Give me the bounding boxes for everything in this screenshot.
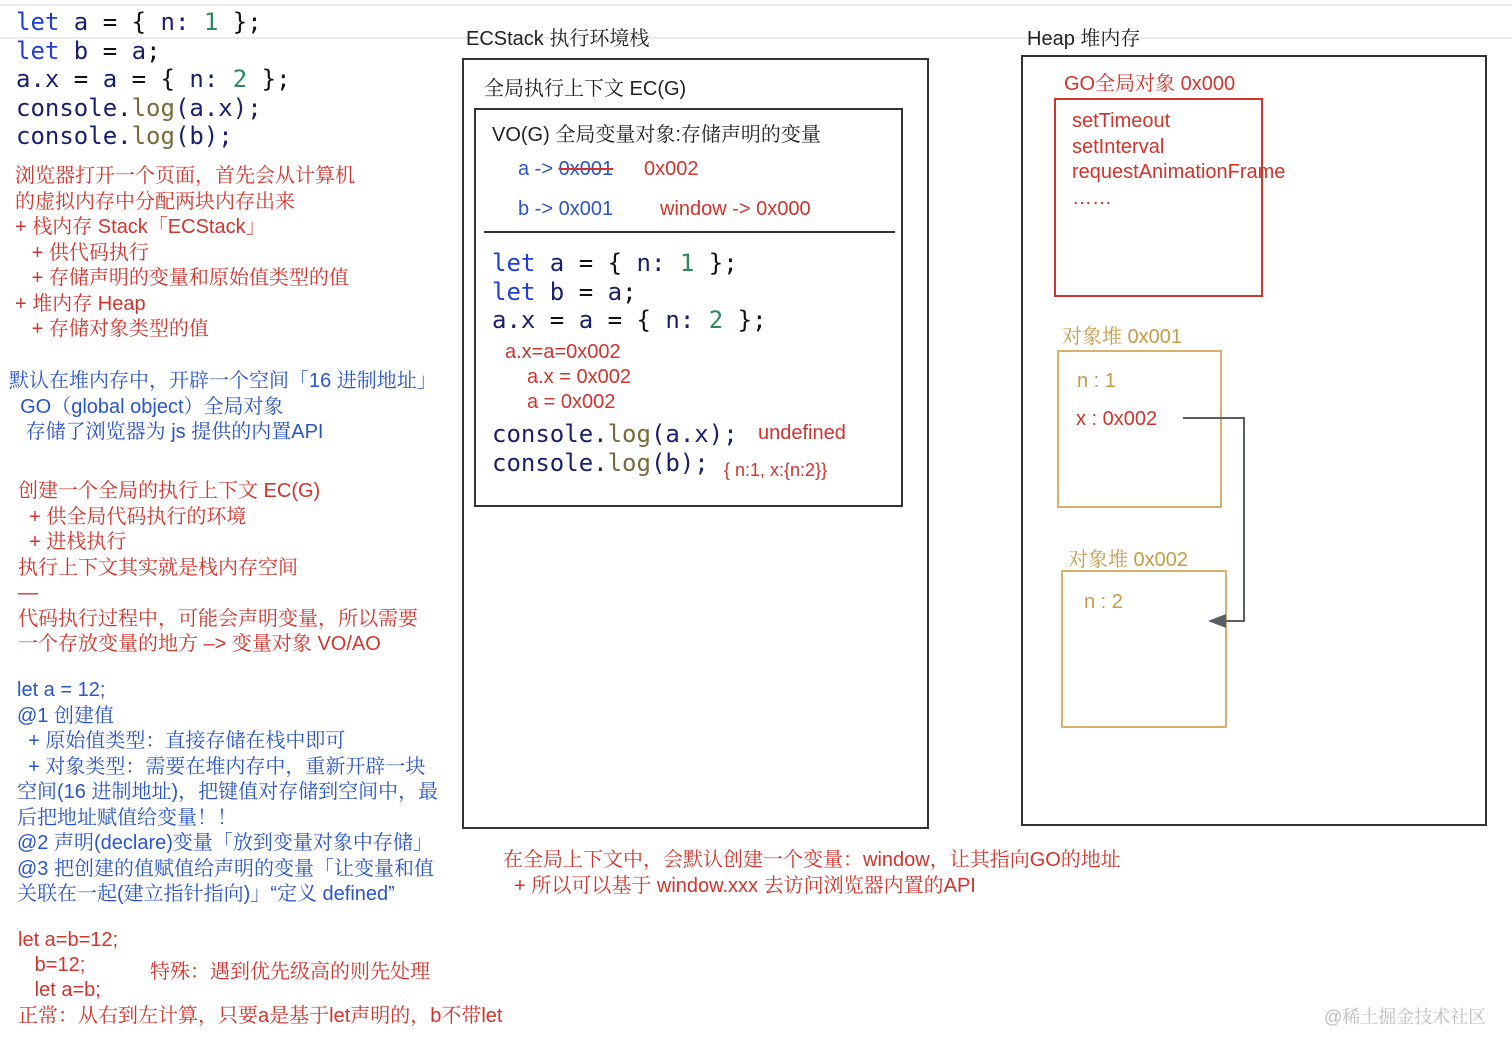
- note-line: + 所以可以基于 window.xxx 去访问浏览器内置的API: [503, 874, 976, 897]
- note-line: 执行上下文其实就是栈内存空间: [18, 556, 298, 579]
- ecstack-title: ECStack 执行环境栈: [466, 28, 650, 50]
- obj1-n: n : 1: [1077, 370, 1116, 392]
- code-top-line: [16, 65, 291, 94]
- go-intro-note: [9, 369, 437, 446]
- note-line: + 对象类型：需要在堆内存中，重新开辟一块: [17, 755, 426, 778]
- memory-intro-note: [15, 164, 355, 343]
- code-token: 1: [679, 249, 695, 277]
- note-line: @3 把创建的值赋值给声明的变量「让变量和值: [17, 857, 434, 880]
- vo-a-label: a ->: [518, 158, 559, 180]
- note-line: + 存储对象类型的值: [15, 318, 209, 340]
- note-line: + 堆内存 Heap: [15, 292, 146, 315]
- ec-code-line: [492, 249, 767, 278]
- code-token: };: [218, 8, 262, 36]
- ec-log-line: [492, 420, 738, 449]
- code-token: 1: [203, 8, 219, 36]
- note-line: 关联在一起(建立指针指向)」“定义 defined”: [17, 883, 395, 905]
- code-token: (b);: [650, 448, 709, 477]
- code-top-line: [16, 8, 291, 37]
- note-line: 存储了浏览器为 js 提供的内置API: [9, 421, 324, 443]
- code-token: = {: [131, 65, 190, 93]
- code-token: (b);: [174, 122, 233, 150]
- go-item: ……: [1072, 186, 1112, 209]
- code-token: };: [694, 249, 738, 277]
- ec-annotation-0: a.x=a=0x002: [505, 341, 621, 363]
- chain-assign-code: [18, 928, 118, 1003]
- obj2-title: 对象堆 0x002: [1068, 549, 1189, 571]
- ec-code-log: [492, 420, 738, 477]
- note-line: + 原始值类型：直接存储在栈中即可: [17, 730, 346, 752]
- code-top-line: [16, 37, 291, 66]
- code-token: ;: [146, 36, 161, 65]
- note-line: 的虚拟内存中分配两块内存出来: [15, 190, 295, 213]
- code-token: =: [549, 306, 579, 334]
- vo-divider: [484, 231, 895, 233]
- note-line: 浏览器打开一个页面，首先会从计算机: [15, 165, 355, 187]
- code-token: ;: [622, 277, 637, 306]
- vo-entry-window: window -> 0x000: [660, 198, 811, 220]
- note-line: + 供代码执行: [15, 241, 149, 264]
- code-token: let: [492, 249, 536, 277]
- chain-assign-special: 特殊：遇到优先级高的则先处理: [150, 961, 430, 983]
- obj2-n: n : 2: [1084, 591, 1123, 613]
- go-title: GO全局对象 0x000: [1064, 73, 1236, 95]
- code-token: n:: [189, 65, 233, 93]
- note-line: 创建一个全局的执行上下文 EC(G): [18, 480, 321, 502]
- code-token: a: [535, 249, 579, 277]
- code-token: };: [723, 306, 767, 334]
- note-line: + 栈内存 Stack「ECStack」: [15, 216, 266, 238]
- code-token: a: [578, 306, 608, 334]
- obj1-title: 对象堆 0x001: [1062, 326, 1183, 348]
- code-token: b: [535, 277, 579, 306]
- code-token: log: [131, 93, 175, 122]
- note-line: GO（global object）全局对象: [9, 395, 284, 418]
- chain-line: let a=b=12;: [18, 929, 119, 951]
- code-token: = {: [578, 249, 637, 277]
- code-token: log: [131, 122, 175, 150]
- code-token: n:: [665, 306, 709, 334]
- code-token: };: [247, 65, 291, 93]
- note-line: 后把地址赋值给变量！！: [17, 806, 237, 829]
- ec-annotation-2: a = 0x002: [527, 391, 616, 413]
- code-token: =: [578, 277, 608, 306]
- window-note: [503, 848, 1121, 899]
- vo-a-old-address: 0x001: [558, 158, 614, 180]
- output-b: { n:1, x:{n:2}}: [724, 460, 828, 480]
- note-line: @2 声明(declare)变量「放到变量对象中存储」: [17, 832, 433, 854]
- ec-log-line: [492, 449, 738, 478]
- assign-steps-note: [17, 678, 438, 908]
- ec-intro-note: [18, 479, 418, 658]
- code-token: a: [607, 277, 623, 306]
- obj1-x: x : 0x002: [1076, 408, 1158, 430]
- heap-title: Heap 堆内存: [1027, 28, 1141, 50]
- code-token: let: [16, 8, 60, 36]
- vo-global-title: VO(G) 全局变量对象:存储声明的变量: [492, 124, 821, 146]
- code-token: console.: [16, 93, 132, 122]
- note-line: @1 创建值: [17, 704, 114, 727]
- code-token: (a.x);: [174, 93, 262, 122]
- note-line: 默认在堆内存中，开辟一个空间「16 进制地址」: [9, 370, 437, 392]
- code-token: n:: [160, 8, 204, 36]
- code-token: a.x: [16, 65, 74, 93]
- code-token: a: [102, 65, 132, 93]
- go-item: setInterval: [1072, 135, 1165, 158]
- note-line: 在全局上下文中，会默认创建一个变量：window，让其指向GO的地址: [503, 849, 1121, 871]
- code-token: a.x: [492, 306, 550, 334]
- note-line: + 存储声明的变量和原始值类型的值: [15, 267, 349, 289]
- ec-code: [492, 249, 767, 335]
- code-token: 2: [232, 65, 248, 93]
- pointer-arrow-icon: [1180, 410, 1260, 635]
- code-token: 2: [708, 306, 724, 334]
- code-token: let: [492, 277, 536, 306]
- code-token: console.: [16, 122, 132, 150]
- ec-annotation-1: a.x = 0x002: [527, 366, 631, 388]
- go-items: [1072, 109, 1285, 211]
- code-token: let: [16, 36, 60, 65]
- note-line: + 进栈执行: [18, 531, 127, 553]
- note-line: 一个存放变量的地方 –> 变量对象 VO/AO: [18, 633, 381, 655]
- code-token: =: [102, 36, 132, 65]
- code-token: n:: [636, 249, 680, 277]
- output-ax: undefined: [758, 422, 846, 444]
- code-top-line: [16, 94, 291, 123]
- ec-code-line: [492, 306, 767, 335]
- code-token: a: [59, 8, 103, 36]
- code-token: a: [131, 36, 147, 65]
- code-top-line: [16, 122, 291, 151]
- note-line: —: [18, 582, 38, 604]
- note-line: 代码执行过程中，可能会声明变量，所以需要: [18, 607, 418, 630]
- vo-entry-a: [518, 158, 613, 181]
- chain-line: b=12;: [18, 954, 86, 976]
- note-line: 空间(16 进制地址)，把键值对存储到空间中，最: [17, 781, 439, 803]
- go-item: requestAnimationFrame: [1072, 161, 1286, 183]
- vo-a-new-address: 0x002: [644, 158, 699, 180]
- go-item: setTimeout: [1072, 110, 1171, 132]
- top-rule: [0, 4, 1512, 6]
- code-snippet-top: [16, 8, 291, 151]
- code-token: log: [607, 420, 651, 448]
- note-line: let a = 12;: [17, 679, 106, 701]
- code-token: b: [59, 36, 103, 65]
- code-token: (a.x);: [650, 420, 738, 448]
- ec-global-title: 全局执行上下文 EC(G): [484, 78, 687, 100]
- vo-entry-b: b -> 0x001: [518, 198, 614, 220]
- code-token: = {: [102, 8, 161, 36]
- code-token: console.: [492, 448, 608, 477]
- code-token: =: [73, 65, 103, 93]
- chain-assign-normal: 正常：从右到左计算，只要a是基于let声明的，b不带let: [18, 1005, 503, 1027]
- note-line: + 供全局代码执行的环境: [18, 505, 247, 528]
- chain-line: let a=b;: [18, 979, 101, 1001]
- code-token: = {: [607, 306, 666, 334]
- ec-code-line: [492, 278, 767, 307]
- code-token: log: [607, 448, 651, 477]
- code-token: console.: [492, 420, 608, 448]
- watermark: @稀土掘金技术社区: [1324, 1007, 1487, 1027]
